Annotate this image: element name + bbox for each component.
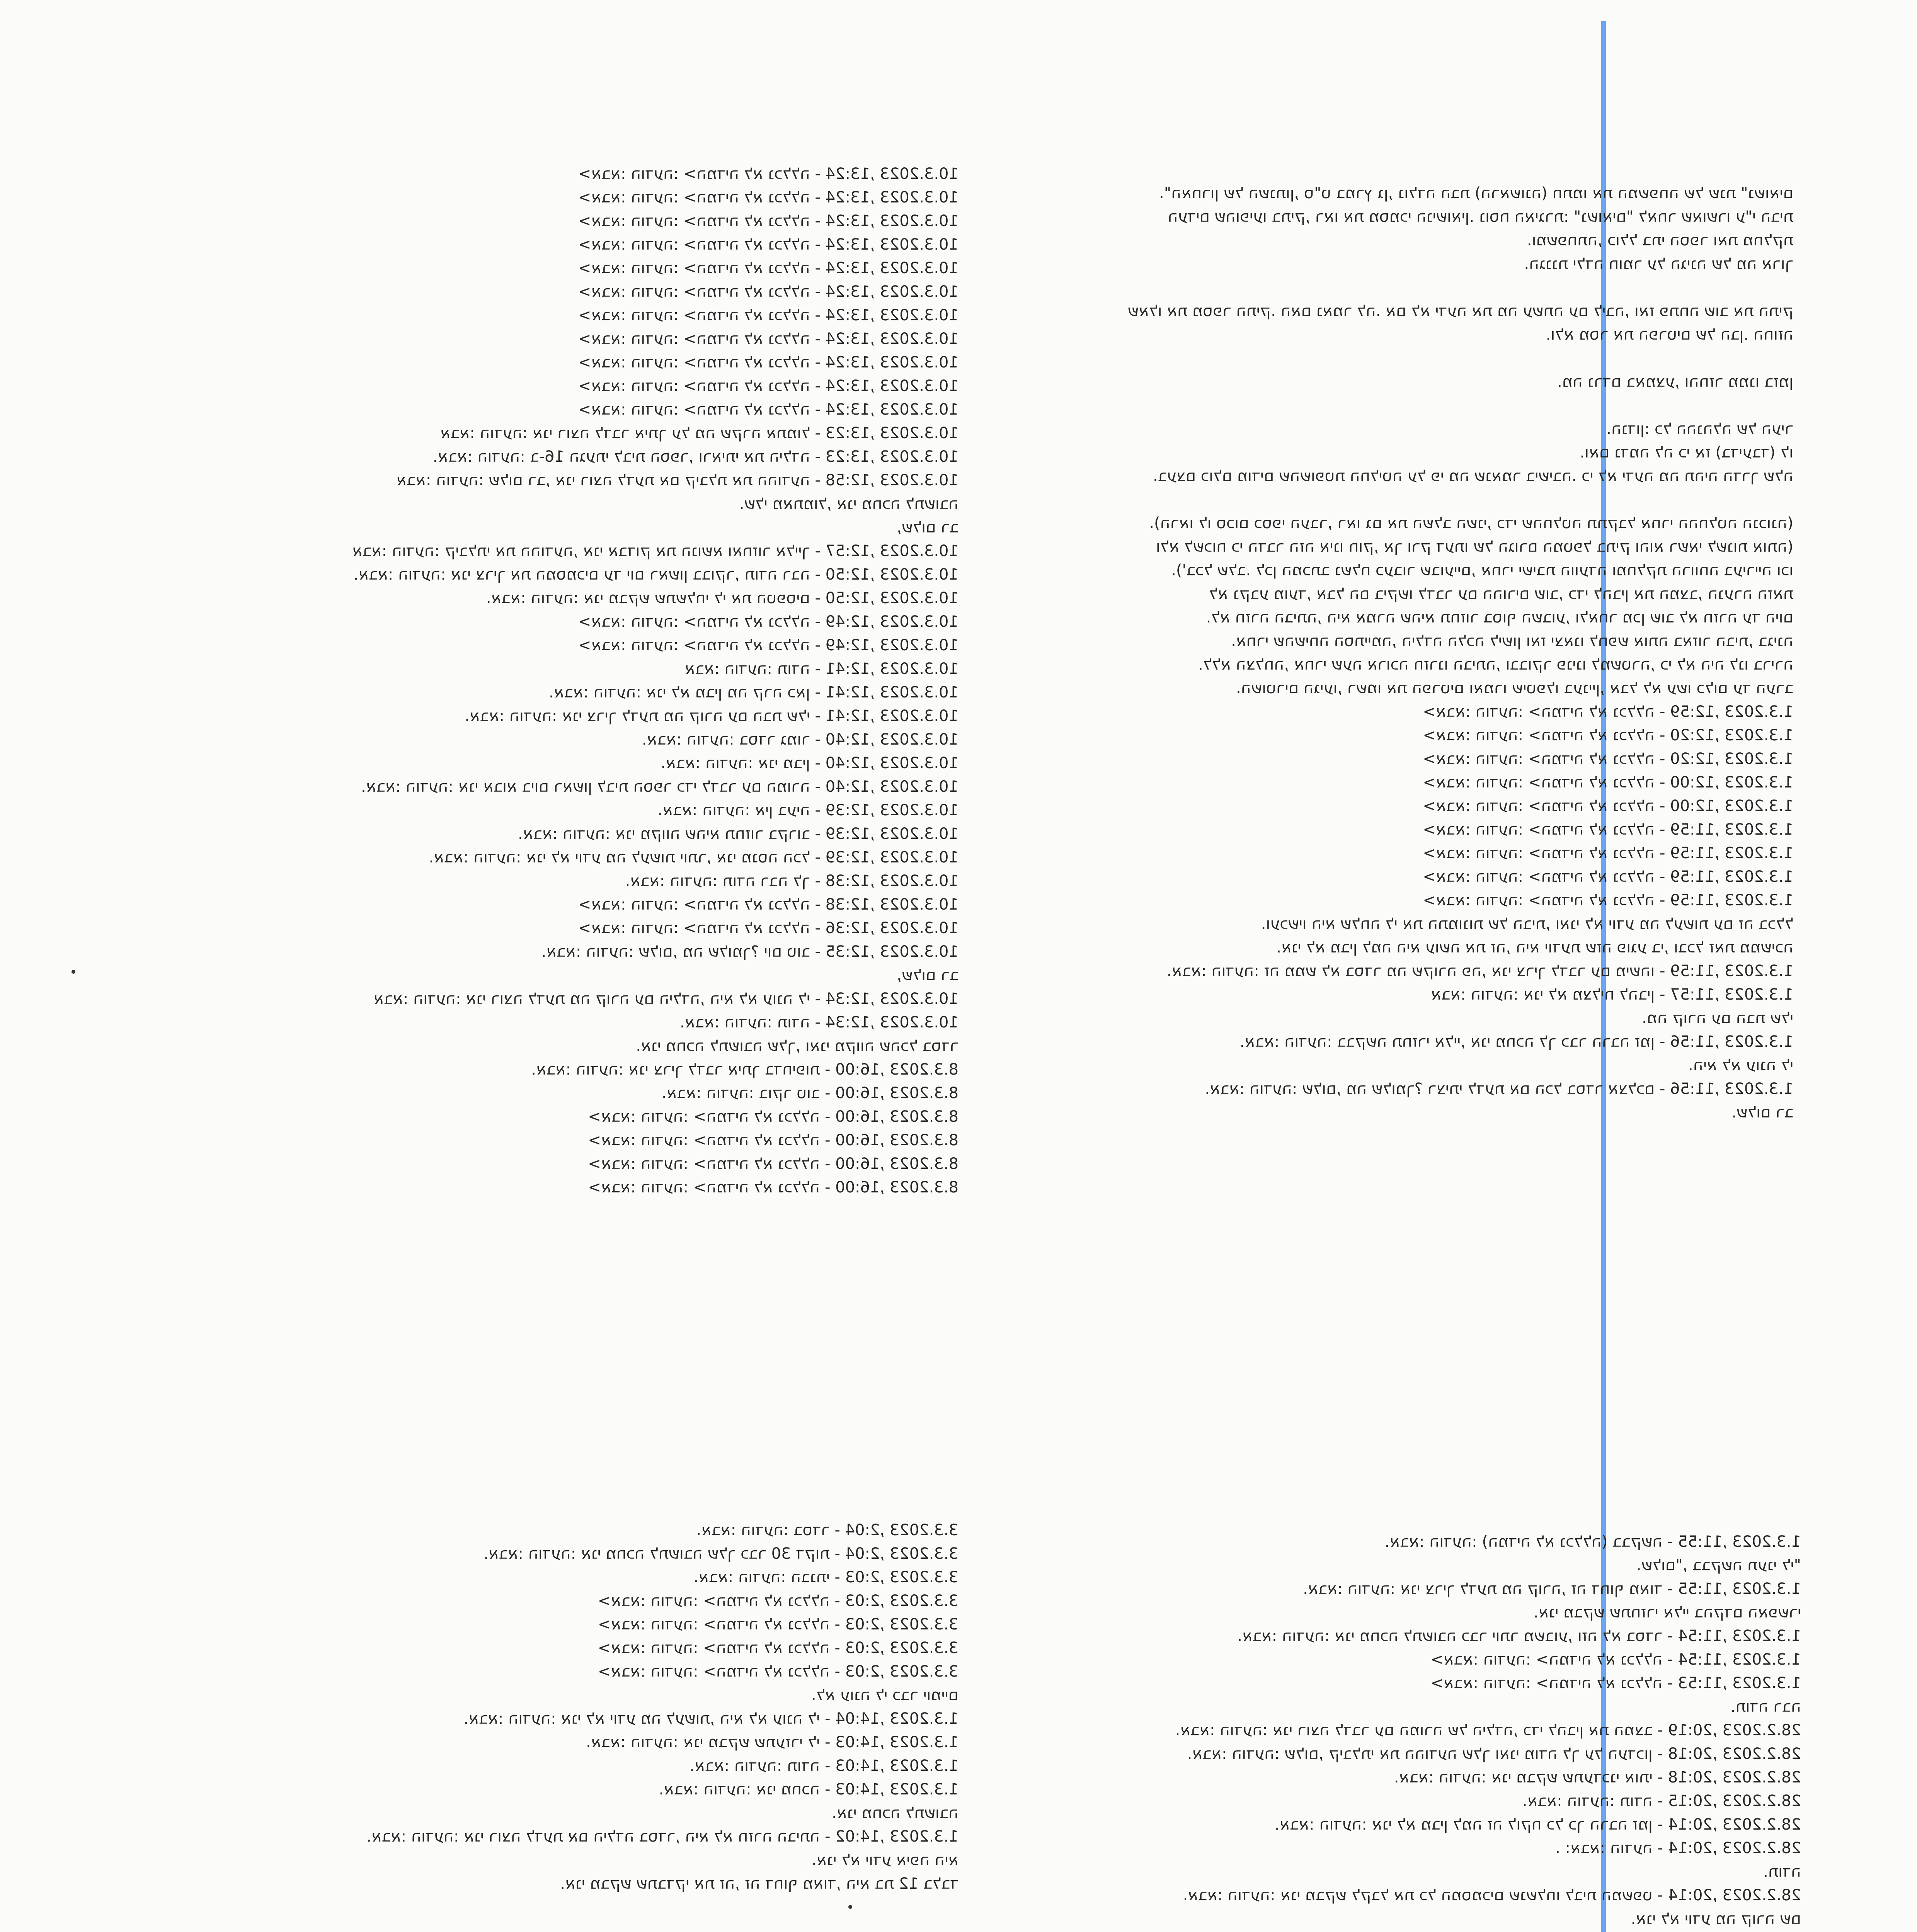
text-line: 10.3.2023 ,13:24 - אבא: הודעה: <המדיה לא נכללה> bbox=[578, 259, 958, 277]
text-line: 10.3.2023 ,13:24 - אבא: הודעה: <המדיה לא נכללה> bbox=[578, 330, 958, 348]
text-line: 10.3.2023 ,12:39 - אבא: הודעה: אני לא יודע מה לעשות יותר, אני מנסה הכל. bbox=[429, 849, 958, 866]
text-line: שלום רב, bbox=[897, 966, 958, 984]
text-line: 1.3.2023 ,11:54 - אבא: הודעה: אני מחכה לתשובה כבר יותר משבוע, וזה לא בסדר. bbox=[1237, 1627, 1801, 1645]
text-line bbox=[116, 1896, 958, 1919]
text-line: 10.3.2023 ,12:41 - אבא: הודעה: אני לא מבין מה קרה כאן. bbox=[549, 684, 958, 701]
text-line: 28.2.2023 ,20:15 - אבא: הודעה: תודה. bbox=[1522, 1792, 1801, 1810]
text-line: 3.3.2023 ,2:04 - אבא: הודעה: אני מחכה לתשובה שלך כבר 30 דקות. bbox=[484, 1545, 958, 1563]
text-line: 28.2.2023 ,20:14 - אבא: הודעה: אני מבקש לקבל את כל המסמכים שנשלחו לבית המשפט. bbox=[1183, 1886, 1801, 1904]
text-line: 10.3.2023 ,12:39 - אבא: הודעה: אני מקווה שהיא תחזור בקרוב. bbox=[518, 825, 958, 843]
text-line: שאלו את מספר התיק. האם נאמר לה. אם לא ידעה את מה עשתה עם ליבה, ואז פתחה שוב את התיק bbox=[1127, 302, 1793, 320]
text-line: 10.3.2023 ,12:34 - אבא: הודעה: אני רוצה לדעת מה קורה עם הילדה, היא לא עונה לי bbox=[373, 990, 958, 1008]
text-line: 10.3.2023 ,13:23 - אבא: הודעה: אני רוצה לדבר איתך על מה שקרה אתמול bbox=[440, 424, 958, 442]
text-line: שלי מאתמול, אני מחכה לתשובה. bbox=[739, 495, 958, 513]
text-line: 3.3.2023 ,2:03 - אבא: הודעה: <המדיה לא נכללה> bbox=[598, 1639, 958, 1657]
text-line: 8.3.2023 ,16:00 - אבא: הודעה: <המדיה לא נכללה> bbox=[588, 1155, 958, 1173]
text-line: היא לא עונה לי. bbox=[1688, 1056, 1793, 1074]
text-line: 28.2.2023 ,20:18 - אבא: הודעה: שלום, קיבלתי את ההודעה שלך ואני מודה לך על העדכון. bbox=[1187, 1745, 1801, 1763]
text-line: 1.3.2023 ,12:20 - אבא: הודעה: <המדיה לא נכללה> bbox=[1423, 750, 1793, 768]
text-line bbox=[1067, 347, 1793, 370]
text-line: לא נקבע מועד, אבל הם ביקשו לדבר עם ההורים שוב, כדי להבין את המצב, הנערה הזאת bbox=[1209, 585, 1793, 603]
text-line: מה נרדם באמצע, והחזר ממנו בזמן. bbox=[1557, 373, 1793, 391]
text-line: ולא מסר את הפרטים של הבן. החוזה. bbox=[1546, 326, 1793, 344]
text-line: אני מבקש שתבדקי את זה, זה דחוף מאוד, היא בת 12 בלבד. bbox=[560, 1875, 958, 1893]
text-line: 3.3.2023 ,2:03 - אבא: הודעה: <המדיה לא נכללה> bbox=[598, 1616, 958, 1633]
text-line: בעצם כולם מודים שהשופטת החליטה על פי מה שנאמר בישיבה. כי לא ידעה מה תהיה הדרך שלה. bbox=[1153, 467, 1793, 485]
text-line: בכל שלב. לכן המכתב נשלח כעבור שבועיים, אחרי ישיבת הוועדה ומחלקת הרווחה בעירייה וכו'). bbox=[1171, 561, 1793, 579]
text-line: 8.3.2023 ,16:00 - אבא: הודעה: <המדיה לא נכללה> bbox=[588, 1108, 958, 1126]
text-line: 10.3.2023 ,13:24 - אבא: הודעה: <המדיה לא נכללה> bbox=[578, 212, 958, 230]
text-line: 1.3.2023 ,12:20 - אבא: הודעה: <המדיה לא נכללה> bbox=[1423, 726, 1793, 744]
text-line: העדים שהופיעו בתיק, ראו את מסמכי הנישואין. נוסח האיגרת: "נשואים" לאחר שאושרו ע"י הבית bbox=[1168, 208, 1793, 226]
text-line: 10.3.2023 ,12:36 - אבא: הודעה: <המדיה לא נכללה> bbox=[578, 919, 958, 937]
text-line: האחרון של השנתון, ס"ט במרץ גן, נולדה הבת (הראשונה) חתמו את המשפחה של שנת "נשואים". bbox=[1159, 184, 1793, 202]
text-line: 1.3.2023 ,14:04 - אבא: הודעה: אני לא יודע מה לעשות, היא לא עונה לי. bbox=[463, 1710, 958, 1728]
text-line: שלום רב. bbox=[1731, 1104, 1793, 1121]
text-line: 10.3.2023 ,12:40 - אבא: הודעה: אני מבין. bbox=[661, 754, 958, 772]
text-line: 8.3.2023 ,16:00 - אבא: הודעה: בוקר טוב. bbox=[661, 1084, 958, 1102]
text-line bbox=[1067, 394, 1793, 417]
text-line: 10.3.2023 ,13:24 - אבא: הודעה: <המדיה לא נכללה> bbox=[578, 306, 958, 324]
text-line: 8.3.2023 ,16:00 - אבא: הודעה: <המדיה לא נכללה> bbox=[588, 1179, 958, 1196]
text-line: ועכשיו היא שלחה לי את התמונות של הבית, ואני לא יודע מה לעשות עם זה בכלל. bbox=[1261, 915, 1793, 933]
text-line: ואם נדמה לה כי אז (בדיעבד) לו. bbox=[1580, 444, 1793, 461]
text-line: 1.3.2023 ,11:59 - אבא: הודעה: <המדיה לא נכללה> bbox=[1423, 891, 1793, 909]
column-top-right bbox=[1067, 182, 1793, 1124]
text-line: 10.3.2023 ,12:57 - אבא: הודעה: קיבלתי את ההודעה, אני אבדוק את הנושא ואחזור אלייך bbox=[352, 542, 958, 560]
text-line: 10.3.2023 ,12:38 - אבא: הודעה: תודה רבה לך. bbox=[625, 872, 958, 890]
text-line: 10.3.2023 ,12:39 - אבא: הודעה: אין בעיה. bbox=[657, 801, 958, 819]
text-line: 8.3.2023 ,16:00 - אבא: הודעה: אני צריך לדבר איתך בדחיפות. bbox=[531, 1061, 958, 1078]
text-line: 28.2.2023 ,20:18 - אבא: הודעה: אני מבקש שתעדכני אותי. bbox=[1394, 1769, 1801, 1786]
scan-speck bbox=[72, 970, 75, 974]
text-line: 10.3.2023 ,12:34 - אבא: הודעה: תודה. bbox=[679, 1014, 958, 1031]
text-line: 28.2.2023 ,20:14 - אבא: הודעה: . bbox=[1555, 1839, 1801, 1857]
text-line: 1.3.2023 ,14:03 - אבא: הודעה: תודה. bbox=[690, 1757, 958, 1775]
text-line: 1.3.2023 ,11:59 - אבא: הודעה: <המדיה לא נכללה> bbox=[1423, 821, 1793, 838]
text-line: ללא הצלחה, אחרי שעה ארוכה חזרנו הביתה, ובבוקר פנינו למשטרה, כי לא היה לנו ברירה. bbox=[1198, 656, 1793, 673]
text-line: (הראו לו סכום כספי העבר, ראו גם את השלב השני, כדי שהחלטה תתקבל אחרי ההחלטה הנכונה). bbox=[1149, 514, 1793, 532]
text-line: 1.3.2023 ,11:55 - אבא: הודעה: אני צריך לדעת מה קורה, זה דחוף מאוד. bbox=[1303, 1580, 1801, 1598]
text-line: אני לא יודע מה קורה שם. bbox=[1631, 1910, 1801, 1928]
text-line: לא חזרה הביתה, היא אמרה שהיא תחזור בסוף השבוע, ולאחר מכן שוב לא חזרה עד היום. bbox=[1206, 609, 1793, 626]
text-line: 1.3.2023 ,11:53 - אבא: הודעה: <המדיה לא נכללה> bbox=[1430, 1674, 1801, 1692]
text-line: אני מבקש שתחזרי אליי בהקדם האפשרי. bbox=[1533, 1604, 1801, 1621]
text-line: 1.3.2023 ,11:55 - אבא: הודעה: (המדיה לא נכללה) בבקשה. bbox=[1384, 1533, 1801, 1551]
text-line: לא עונה לי כבר יומיים. bbox=[811, 1686, 958, 1704]
text-line: 10.3.2023 ,12:41 - אבא: הודעה: אני צריך לדעת מה קורה עם הבת שלי. bbox=[465, 707, 958, 725]
text-line: 8.3.2023 ,16:00 - אבא: הודעה: <המדיה לא נכללה> bbox=[588, 1131, 958, 1149]
text-line: 10.3.2023 ,13:24 - אבא: הודעה: <המדיה לא נכללה> bbox=[578, 401, 958, 418]
text-line: 10.3.2023 ,12:50 - אבא: הודעה: אני צריך את המסמכים עד יום ראשון בבוקר, תודה רבה. bbox=[353, 566, 958, 583]
text-line: 3.3.2023 ,2:03 - אבא: הודעה: <המדיה לא נכללה> bbox=[598, 1592, 958, 1610]
text-line bbox=[1067, 488, 1793, 512]
text-line: 10.3.2023 ,13:24 - אבא: הודעה: <המדיה לא נכללה> bbox=[578, 377, 958, 395]
text-line: 1.3.2023 ,12:00 - אבא: הודעה: <המדיה לא נכללה> bbox=[1423, 797, 1793, 815]
text-line: 1.3.2023 ,11:56 - אבא: הודעה: בבקשה תחזרי אליי, אני מחכה לך כבר הרבה זמן. bbox=[1239, 1033, 1793, 1051]
text-line: 10.3.2023 ,12:41 - אבא: הודעה: תודה bbox=[684, 660, 958, 678]
text-line: 1.3.2023 ,11:59 - אבא: הודעה: זה ממש לא בסדר מה שקורה פה, אני צריך לדבר עם מישהו. bbox=[1166, 962, 1793, 980]
text-line: 1.3.2023 ,14:03 - אבא: הודעה: אני מחכה. bbox=[659, 1781, 958, 1798]
text-line: 3.3.2023 ,2:03 - אבא: הודעה: הבנתי. bbox=[693, 1568, 958, 1586]
text-line: 1.3.2023 ,11:56 - אבא: הודעה: שלום, מה שלומך? רציתי לדעת אם הכל בסדר אצלכם. bbox=[1205, 1080, 1793, 1098]
text-line: 1.3.2023 ,11:59 - אבא: הודעה: <המדיה לא נכללה> bbox=[1423, 868, 1793, 886]
text-line: תודה רבה. bbox=[1730, 1698, 1801, 1716]
column-top-left bbox=[128, 162, 958, 1199]
text-line: אחרי שהשיחה הסתיימה, הילדה הלכה לישון ואז יצאנו לחפש אותה באזור הבית, בגינה. bbox=[1231, 632, 1793, 650]
text-line: 1.3.2023 ,11:54 - אבא: הודעה: <המדיה לא נכללה> bbox=[1430, 1651, 1801, 1668]
column-bottom-left bbox=[116, 1519, 958, 1932]
text-line: 28.2.2023 ,20:14 - אבא: הודעה: אני לא מבין למה זה לוקח כל כך הרבה זמן. bbox=[1274, 1816, 1801, 1833]
text-line: אני מחכה לתשובה שלך, ואני מקווה שהכל בסדר. bbox=[636, 1037, 958, 1055]
text-line: הנדון: כל ההנהלה של העיר. bbox=[1606, 420, 1793, 438]
text-line: 10.3.2023 ,12:49 - אבא: הודעה: <המדיה לא נכללה> bbox=[578, 613, 958, 631]
text-line: מה קורה עם הבת שלי. bbox=[1641, 1009, 1793, 1027]
text-line: 10.3.2023 ,12:40 - אבא: הודעה: בסדר גמור. bbox=[642, 731, 958, 748]
text-line: (ולא לשכוח כי הדבר הזה אינו חוק, אך ורק דעתו של הגורם המטפל בתיק והוא רשאי לשנות אותה bbox=[1156, 538, 1793, 556]
scan-speck bbox=[848, 1905, 852, 1909]
text-line: הגננת ילדה חומר על הגינה של מה ארוך. bbox=[1524, 255, 1793, 273]
text-line: 1.3.2023 ,12:00 - אבא: הודעה: <המדיה לא נכללה> bbox=[1423, 774, 1793, 791]
text-line: 10.3.2023 ,12:38 - אבא: הודעה: <המדיה לא נכללה> bbox=[578, 896, 958, 913]
text-line: 28.2.2023 ,20:19 - אבא: הודעה: אני רוצה לדבר עם המורה של הילדה, כדי להבין את המצב. bbox=[1175, 1721, 1801, 1739]
text-line: 10.3.2023 ,13:24 - אבא: הודעה: <המדיה לא נכללה> bbox=[578, 354, 958, 371]
text-line: 10.3.2023 ,12:49 - אבא: הודעה: <המדיה לא נכללה> bbox=[578, 636, 958, 654]
text-line: אני מחכה לתשובה. bbox=[832, 1804, 958, 1822]
text-line: 10.3.2023 ,12:50 - אבא: הודעה: אני מבקש שתשלחי לי את הטפסים. bbox=[486, 589, 958, 607]
text-line: אני לא מבין למה היא עושה את זה, היא יודעת שזה פוגע בי, ובכל זאת ממשיכה. bbox=[1276, 939, 1793, 956]
text-line: 1.3.2023 ,11:57 - אבא: הודעה: אני לא מצליח להבין bbox=[1431, 986, 1793, 1003]
text-line: 10.3.2023 ,12:40 - אבא: הודעה: אני אבוא ביום ראשון לבית הספר כדי לדבר עם המורה. bbox=[361, 778, 958, 796]
text-line: 10.3.2023 ,13:24 - אבא: הודעה: <המדיה לא נכללה> bbox=[578, 236, 958, 253]
text-line: 10.3.2023 ,12:35 - אבא: הודעה: שלום, מה שלומך? יום טוב. bbox=[541, 943, 958, 961]
text-line: 3.3.2023 ,2:03 - אבא: הודעה: <המדיה לא נכללה> bbox=[598, 1663, 958, 1680]
text-line: 10.3.2023 ,13:24 - אבא: הודעה: <המדיה לא נכללה> bbox=[578, 165, 958, 183]
text-line: 1.3.2023 ,14:03 - אבא: הודעה: אני מבקש שתעזרי לי. bbox=[586, 1733, 958, 1751]
text-line: שלום רב, bbox=[897, 519, 958, 536]
text-line: 3.3.2023 ,2:04 - אבא: הודעה: בסדר. bbox=[696, 1521, 958, 1539]
text-line: 10.3.2023 ,13:24 - אבא: הודעה: <המדיה לא נכללה> bbox=[578, 283, 958, 301]
text-line: 10.3.2023 ,13:23 - אבא: הודעה: ב-16 הגעתי לבית הספר, וראיתי את הילדה. bbox=[432, 448, 958, 466]
text-line: אני לא יודע איפה היא. bbox=[811, 1851, 958, 1869]
text-line bbox=[116, 1919, 958, 1932]
text-line: "שלום", בבקשה תעני לי. bbox=[1636, 1556, 1801, 1574]
text-line: ומשפחתה, כולל בתי הספר ואת מחלקת. bbox=[1527, 231, 1793, 249]
text-line bbox=[1067, 276, 1793, 299]
text-line: 1.3.2023 ,11:59 - אבא: הודעה: <המדיה לא נכללה> bbox=[1423, 844, 1793, 862]
text-line: 10.3.2023 ,12:58 - אבא: הודעה: שלום רב, אני רוצה לדעת אם קיבלת את ההודעה bbox=[396, 471, 958, 489]
text-line: השוטרים הגיעו, רשמו את הפרטים ואמרו שיטפלו בעניין, אבל לא עשו כלום עד הערב. bbox=[1236, 679, 1793, 697]
text-line: 1.3.2023 ,14:02 - אבא: הודעה: אני רוצה לדעת אם הילדה בסדר, היא לא חזרה הביתה. bbox=[366, 1828, 958, 1845]
text-line: 1.3.2023 ,12:59 - אבא: הודעה: <המדיה לא נכללה> bbox=[1423, 703, 1793, 721]
column-bottom-right bbox=[1074, 1530, 1801, 1932]
text-line: תודה. bbox=[1763, 1863, 1801, 1881]
text-line: 10.3.2023 ,13:24 - אבא: הודעה: <המדיה לא נכללה> bbox=[578, 189, 958, 206]
